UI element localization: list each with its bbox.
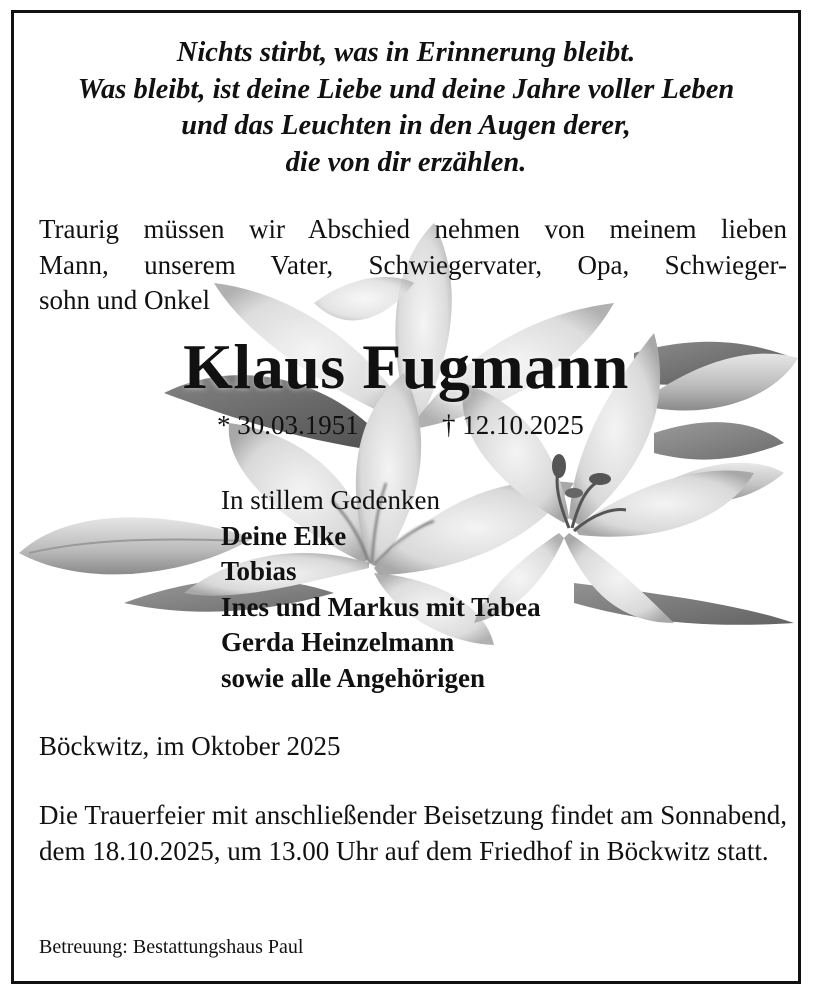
motto-line: die von dir erzählen. [285,146,527,178]
lily-bud-left [19,517,254,574]
deceased-name: Klaus Fugmann [183,331,629,402]
mourners-lead: In stillem Gedenken [221,485,440,515]
funeral-home-credit: Betreuung: Bestattungshaus Paul [39,936,304,958]
birth-date: * 30.03.1951 [217,410,359,440]
intro-line: Traurig müssen wir Abschied nehmen von meinem lieben [39,214,787,244]
ceremony-notice: Die Trauerfeier mit anschließender Beisetzung findet am Sonnabend, dem 18.10.2025, um 13.00 Uhr auf dem Friedhof in Böckwitz statt. [39,800,787,866]
death-date: † 12.10.2025 [442,410,584,440]
motto-line: Was bleibt, ist deine Liebe und deine Jahre voller Leben [77,73,735,105]
intro-text [39,212,787,319]
place-date: Böckwitz, im Oktober 2025 [39,731,341,761]
mourner-name: Gerda Heinzelmann [221,627,455,657]
intro-line: Mann, unserem Vater, Schwiegervater, Opa, Schwieger- [39,249,787,280]
mourner-name: Ines und Markus mit Tabea [221,591,541,622]
motto-verse [14,35,798,181]
mourner-name: sowie alle Angehörigen [221,662,485,693]
motto-line: Nichts stirbt, was in Erinnerung bleibt. [176,37,636,68]
mourner-name: Deine Elke [221,520,347,551]
obituary-frame [11,10,801,984]
motto-line: und das Leuchten in den Augen derer, [181,110,631,141]
intro-line: sohn und Onkel [39,285,210,315]
mourner-name: Tobias [221,556,297,586]
mourners-list [221,483,541,696]
